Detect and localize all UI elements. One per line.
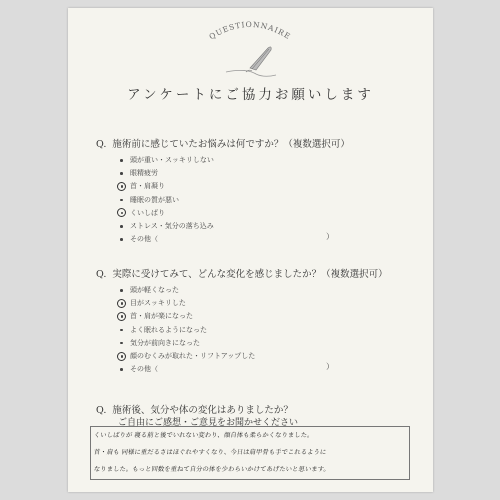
header xyxy=(68,8,433,103)
option-item[interactable] xyxy=(120,297,186,309)
option-item[interactable] xyxy=(120,310,193,322)
option-item[interactable] xyxy=(120,350,255,362)
option-label: ストレス・気分の落ち込み xyxy=(130,222,214,230)
option-label: 頭が軽くなった xyxy=(130,286,179,294)
arc-title-text: QUESTIONNAIRE xyxy=(207,19,293,42)
option-item[interactable] xyxy=(120,220,214,232)
option-item[interactable] xyxy=(120,337,200,349)
circled-bullet-icon xyxy=(117,312,126,321)
option-label: 頭が重い・スッキリしない xyxy=(130,156,214,164)
answer-line: くいしばりが 寝る前と後でいれない変わり、顔自体も柔らかくなりました。 xyxy=(93,432,314,439)
question-1 xyxy=(96,136,350,150)
quill-pen-icon xyxy=(216,42,286,82)
answer-line: 首・肩も 同様に重だるさはほぐれやすくなり、今日は肩甲骨も手でこれるように xyxy=(93,449,327,456)
question-2-other-close: ） xyxy=(326,362,334,371)
question-1-mark: Q. xyxy=(96,139,107,150)
bullet-icon xyxy=(117,169,126,178)
bullet-icon xyxy=(117,156,126,165)
option-label: その他（ xyxy=(130,365,158,374)
bullet-icon xyxy=(117,195,126,204)
option-label: 睡眠の質が悪い xyxy=(130,195,179,204)
bullet-icon xyxy=(117,222,126,231)
circled-bullet-icon xyxy=(117,182,126,191)
option-label: 首・肩が楽になった xyxy=(130,312,193,321)
question-1-other-close: ） xyxy=(326,232,334,241)
option-label: よく眠れるようになった xyxy=(130,325,207,334)
questionnaire-sheet xyxy=(68,8,433,492)
option-item[interactable] xyxy=(120,207,165,219)
option-item[interactable] xyxy=(120,167,158,179)
question-2-mark: Q. xyxy=(96,269,107,280)
circled-bullet-icon xyxy=(117,352,126,361)
option-label: 眼精疲労 xyxy=(130,169,158,178)
option-item[interactable] xyxy=(120,154,214,166)
circled-bullet-icon xyxy=(117,208,126,217)
page-title: アンケートにご協力お願いします xyxy=(127,87,374,103)
option-label: 首・肩凝り xyxy=(130,182,165,191)
option-item[interactable] xyxy=(120,180,165,192)
option-item[interactable] xyxy=(120,233,158,245)
bullet-icon xyxy=(117,235,126,244)
option-item[interactable] xyxy=(120,363,158,375)
option-label: くいしばり xyxy=(130,208,165,217)
option-item[interactable] xyxy=(120,284,179,296)
circled-bullet-icon xyxy=(117,299,126,308)
bullet-icon xyxy=(117,338,126,347)
bullet-icon xyxy=(117,286,126,295)
option-label: 目がスッキリした xyxy=(130,299,186,308)
question-3-subtitle: ご自由にご感想・ご意見をお聞かせください xyxy=(118,418,299,428)
option-item[interactable] xyxy=(120,324,207,336)
option-item[interactable] xyxy=(120,194,179,206)
bullet-icon xyxy=(117,325,126,334)
option-label: 顔のむくみが取れた・リフトアップした xyxy=(130,352,256,360)
question-2 xyxy=(96,266,388,280)
question-3-text: 施術後、気分や体の変化はありましたか？ xyxy=(112,405,293,416)
question-1-text: 施術前に感じていたお悩みは何ですか？（複数選択可） xyxy=(112,139,350,150)
option-label: 気分が前向きになった xyxy=(130,338,200,347)
bullet-icon xyxy=(117,365,126,374)
question-3-mark: Q. xyxy=(96,405,107,416)
question-3 xyxy=(96,402,293,416)
answer-line: なりました。もっと回数を重ねて自分の体を少わらいかけてあげたいと思います。 xyxy=(93,466,331,473)
question-2-text: 実際に受けてみて、どんな変化を感じましたか？（複数選択可） xyxy=(112,269,388,280)
option-label: その他（ xyxy=(130,235,158,244)
